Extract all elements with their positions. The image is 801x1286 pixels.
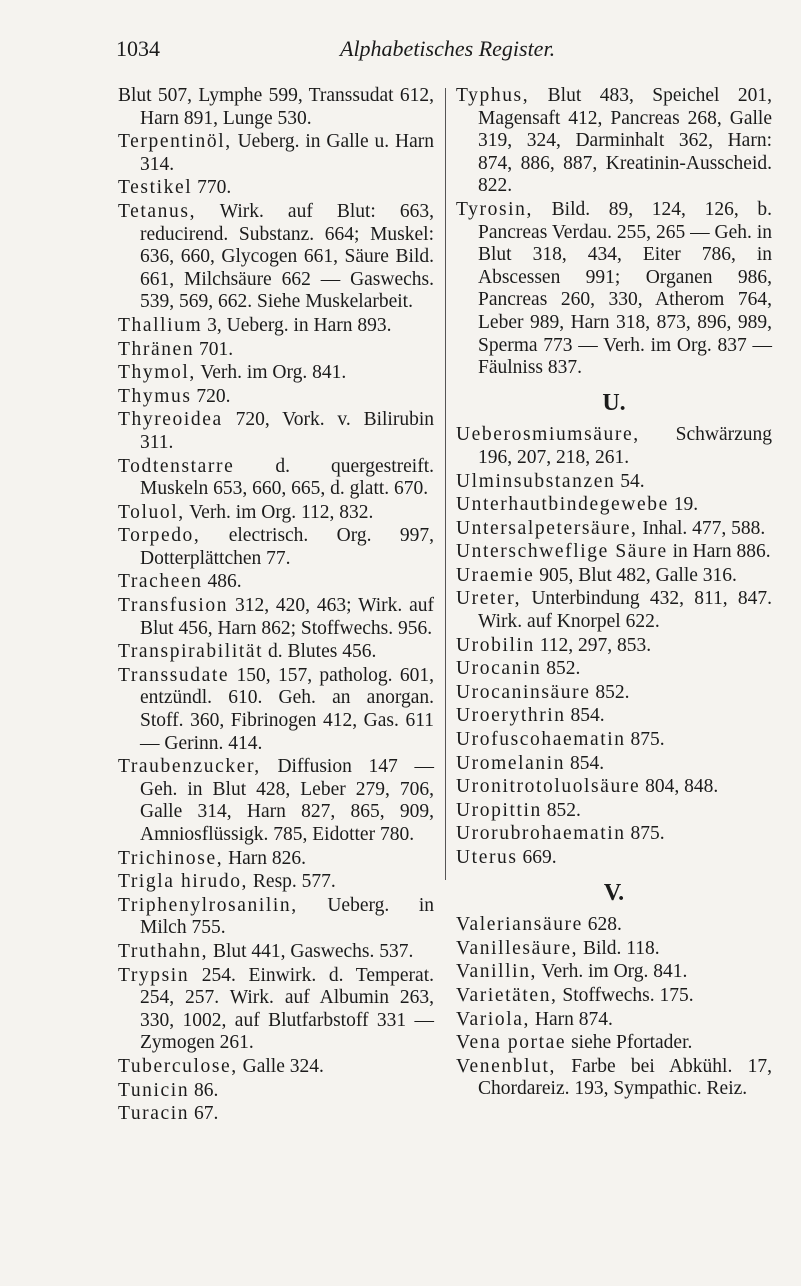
index-entry bbox=[118, 641, 434, 664]
entry-headword: Trigla hirudo, bbox=[118, 871, 249, 893]
entry-headword: Tracheen bbox=[118, 571, 203, 593]
index-entry bbox=[118, 201, 434, 314]
index-entry bbox=[118, 502, 434, 525]
entry-headword: Truthahn, bbox=[118, 940, 209, 962]
index-entry bbox=[456, 635, 772, 658]
index-entry bbox=[456, 1056, 772, 1101]
entry-headword: Todtenstarre bbox=[118, 455, 235, 477]
entry-references: 312, 420, 463; Wirk. auf Blut 456, Harn 862; Stoffwechs. 956. bbox=[140, 595, 434, 639]
entry-references: 852. bbox=[541, 658, 581, 680]
entry-headword: Terpentinöl, bbox=[118, 131, 232, 153]
index-entry bbox=[456, 847, 772, 870]
entry-references: d. quergestreift. Muskeln 653, 660, 665, d. glatt. 670. bbox=[140, 455, 434, 500]
index-entry bbox=[456, 800, 772, 823]
entry-headword: Unterschweflige Säure bbox=[456, 541, 668, 563]
right-column bbox=[456, 85, 772, 1102]
index-entry bbox=[118, 848, 434, 871]
entry-references: 150, 157, patholog. 601, entzündl. 610. Geh. an anorgan. Stoff. 360, Fibrinogen 412, Gas. 611 — Gerinn. 414. bbox=[140, 664, 434, 754]
entry-headword: Urobilin bbox=[456, 634, 535, 656]
index-entry bbox=[456, 85, 772, 198]
entry-references: 854. bbox=[565, 705, 605, 727]
index-entry bbox=[456, 938, 772, 961]
index-entry bbox=[456, 199, 772, 380]
index-entry bbox=[456, 658, 772, 681]
index-entry bbox=[118, 941, 434, 964]
column-divider bbox=[445, 88, 446, 880]
entry-references: 54. bbox=[615, 470, 645, 492]
entry-headword: Variola, bbox=[456, 1008, 530, 1030]
right-entries-t bbox=[456, 85, 772, 380]
entry-headword: Uropittin bbox=[456, 799, 542, 821]
entry-headword: Unterhautbindegewebe bbox=[456, 494, 669, 516]
entry-headword: Triphenylrosanilin, bbox=[118, 894, 298, 916]
entry-headword: Transsudate bbox=[118, 664, 230, 686]
entry-references: in Harn 886. bbox=[667, 541, 771, 563]
entry-headword: Tuberculose, bbox=[118, 1055, 238, 1077]
entry-headword: Ueberosmiumsäure, bbox=[456, 424, 640, 446]
index-entry bbox=[118, 315, 434, 338]
index-entry bbox=[118, 965, 434, 1055]
index-entry bbox=[118, 1103, 434, 1126]
entry-headword: Uroerythrin bbox=[456, 705, 566, 727]
entry-headword: Transpirabilität bbox=[118, 641, 264, 663]
entry-references: Galle 324. bbox=[237, 1055, 324, 1077]
entry-references: 669. bbox=[517, 847, 557, 868]
entry-references: Blut 507, Lymphe 599, Transsudat 612, Harn 891, Lunge 530. bbox=[118, 85, 434, 129]
entry-references: Diffusion 147 — Geh. in Blut 428, Leber 279, 706, Galle 314, Harn 827, 865, 909, Amniosflüssigk. 785, Eidotter 780. bbox=[140, 756, 434, 845]
entry-references: Harn 874. bbox=[530, 1008, 613, 1030]
index-entry bbox=[456, 823, 772, 846]
entry-headword: Thymol, bbox=[118, 362, 196, 384]
entry-references: 701. bbox=[194, 338, 234, 360]
index-entry bbox=[118, 386, 434, 409]
entry-references: Blut 483, Speichel 201, Magensaft 412, Pancreas 268, Galle 319, 324, Darminhalt 362, Harn: 874, 886, 887, Kreatinin-Ausscheid. 822. bbox=[478, 85, 772, 197]
entry-headword: Thränen bbox=[118, 338, 195, 360]
entry-references: Farbe bei Abkühl. 17, Chordareiz. 193, Sympathic. Reiz. bbox=[478, 1055, 772, 1100]
entry-references: d. Blutes 456. bbox=[263, 641, 377, 663]
entry-headword: Ulminsubstanzen bbox=[456, 470, 616, 492]
entry-references: Harn 826. bbox=[223, 847, 307, 869]
entry-headword: Transfusion bbox=[118, 595, 229, 617]
index-entry bbox=[456, 588, 772, 633]
entry-headword: Typhus, bbox=[456, 85, 530, 106]
entry-headword: Tunicin bbox=[118, 1079, 190, 1101]
entry-headword: Urocaninsäure bbox=[456, 681, 591, 703]
entry-headword: Uronitrotoluolsäure bbox=[456, 776, 641, 798]
entry-references: Ueberg. in Milch 755. bbox=[140, 894, 434, 939]
entry-references: Ueberg. in Galle u. Harn 314. bbox=[140, 131, 434, 175]
index-entry bbox=[118, 409, 434, 454]
entry-references: Blut 441, Gaswechs. 537. bbox=[208, 940, 414, 962]
index-entry bbox=[118, 85, 434, 130]
index-entry bbox=[118, 131, 434, 176]
left-column bbox=[118, 85, 434, 1127]
entry-references: 720. bbox=[191, 385, 231, 407]
entry-headword: Uraemie bbox=[456, 564, 535, 586]
entry-references: 852. bbox=[541, 799, 581, 821]
entry-headword: Trichinose, bbox=[118, 847, 224, 869]
entry-references: 770. bbox=[192, 177, 232, 199]
entry-headword: Thyreoidea bbox=[118, 409, 223, 431]
entry-headword: Urorubrohaematin bbox=[456, 823, 626, 845]
entry-references: electrisch. Org. 997, Dotterplättchen 77. bbox=[140, 525, 434, 569]
entry-references: Verh. im Org. 112, 832. bbox=[184, 501, 374, 523]
entry-headword: Turacin bbox=[118, 1103, 190, 1125]
entry-headword: Thymus bbox=[118, 385, 192, 407]
entry-references: Bild. 89, 124, 126, b. Pancreas Verdau. 255, 265 — Geh. in Blut 318, 434, Eiter 786, in Abscessen 991; Organen 986, Pancreas 260, 330, Atherom 764, Leber 989, Harn 318, 873, 896, 989, Sperma 773 — Verh. im Org. 837 — Fäulniss 837. bbox=[478, 198, 772, 379]
index-entry bbox=[456, 494, 772, 517]
entry-references: 486. bbox=[202, 571, 242, 593]
entry-references: 254. Einwirk. d. Temperat. 254, 257. Wirk. auf Albumin 263, 330, 1002, auf Blutfarbstoff 331 — Zymogen 261. bbox=[140, 964, 434, 1054]
entry-headword: Tetanus, bbox=[118, 200, 197, 222]
entry-references: 804, 848. bbox=[640, 776, 719, 798]
entry-references: siehe Pfortader. bbox=[566, 1032, 693, 1054]
index-entry bbox=[118, 871, 434, 894]
index-entry bbox=[456, 914, 772, 937]
index-entry bbox=[456, 424, 772, 469]
entry-references: Unterbindung 432, 811, 847. Wirk. auf Knorpel 622. bbox=[478, 588, 772, 633]
entry-references: Bild. 118. bbox=[578, 937, 660, 959]
index-entry bbox=[118, 362, 434, 385]
entry-headword: Uromelanin bbox=[456, 752, 566, 774]
section-heading-u: U. bbox=[602, 389, 626, 416]
entry-references: 67. bbox=[189, 1103, 219, 1125]
entry-references: 86. bbox=[189, 1079, 219, 1101]
entry-references: Resp. 577. bbox=[248, 871, 336, 893]
index-entry bbox=[118, 595, 434, 640]
entry-references: 854. bbox=[565, 752, 605, 774]
section-heading-v: V. bbox=[603, 879, 625, 906]
entry-headword: Vena portae bbox=[456, 1032, 567, 1054]
index-entry bbox=[118, 1080, 434, 1103]
entry-headword: Ureter, bbox=[456, 588, 522, 610]
entry-headword: Torpedo, bbox=[118, 525, 201, 547]
index-entry bbox=[456, 753, 772, 776]
entry-references: 3, Ueberg. in Harn 893. bbox=[202, 314, 392, 336]
entry-references: 628. bbox=[582, 914, 622, 936]
running-title: Alphabetisches Register. bbox=[340, 36, 556, 61]
entry-headword: Varietäten, bbox=[456, 984, 558, 1006]
entry-headword: Urofuscohaematin bbox=[456, 729, 626, 751]
entry-headword: Vanillin, bbox=[456, 961, 538, 983]
index-entry bbox=[456, 471, 772, 494]
index-entry bbox=[456, 518, 772, 541]
right-entries-u bbox=[456, 424, 772, 869]
index-entry bbox=[118, 895, 434, 940]
index-entry bbox=[118, 339, 434, 362]
entry-references: 720, Vork. v. Bilirubin 311. bbox=[140, 409, 434, 453]
entry-references: 19. bbox=[668, 494, 699, 516]
entry-references: Stoffwechs. 175. bbox=[557, 984, 694, 1006]
index-entry bbox=[456, 705, 772, 728]
index-entry bbox=[456, 1032, 772, 1055]
entry-headword: Toluol, bbox=[118, 501, 185, 523]
entry-references: 852. bbox=[590, 681, 630, 703]
entry-headword: Uterus bbox=[456, 847, 518, 868]
entry-headword: Testikel bbox=[118, 177, 193, 199]
entry-references: Schwärzung 196, 207, 218, 261. bbox=[478, 424, 772, 468]
entry-references: Verh. im Org. 841. bbox=[537, 961, 688, 983]
index-entry bbox=[456, 541, 772, 564]
index-entry bbox=[456, 729, 772, 752]
index-entry bbox=[118, 177, 434, 200]
page-header bbox=[0, 36, 801, 66]
entry-headword: Venenblut, bbox=[456, 1055, 556, 1077]
page-number: 1034 bbox=[116, 36, 160, 61]
entry-references: 905, Blut 482, Galle 316. bbox=[534, 564, 737, 586]
entry-headword: Untersalpetersäure, bbox=[456, 517, 638, 539]
index-entry bbox=[456, 776, 772, 799]
entry-headword: Traubenzucker, bbox=[118, 756, 261, 778]
index-entry bbox=[118, 756, 434, 846]
index-entry bbox=[118, 525, 434, 570]
entry-references: 875. bbox=[625, 823, 665, 845]
index-entry bbox=[456, 1009, 772, 1032]
index-entry bbox=[118, 456, 434, 501]
entry-headword: Tyrosin, bbox=[456, 198, 533, 220]
entry-headword: Thallium bbox=[118, 314, 203, 336]
entry-headword: Trypsin bbox=[118, 964, 190, 986]
index-entry bbox=[456, 961, 772, 984]
index-entry bbox=[456, 682, 772, 705]
index-entry bbox=[118, 665, 434, 755]
index-entry bbox=[118, 1056, 434, 1079]
index-entry bbox=[118, 571, 434, 594]
entry-references: Inhal. 477, 588. bbox=[637, 517, 766, 539]
entry-references: 112, 297, 853. bbox=[534, 634, 652, 656]
entry-references: Wirk. auf Blut: 663, reducirend. Substanz. 664; Muskel: 636, 660, Glycogen 661, Säure Bild. 661, Milchsäure 662 — Gaswechs. 539, 569, 662. Siehe Muskelarbeit. bbox=[140, 200, 434, 313]
right-entries-v bbox=[456, 914, 772, 1101]
entry-headword: Urocanin bbox=[456, 658, 542, 680]
entry-headword: Valeriansäure bbox=[456, 914, 583, 936]
index-entry bbox=[456, 985, 772, 1008]
entry-headword: Vanillesäure, bbox=[456, 937, 579, 959]
index-entry bbox=[456, 565, 772, 588]
entry-references: 875. bbox=[625, 729, 665, 751]
entry-references: Verh. im Org. 841. bbox=[195, 362, 347, 384]
